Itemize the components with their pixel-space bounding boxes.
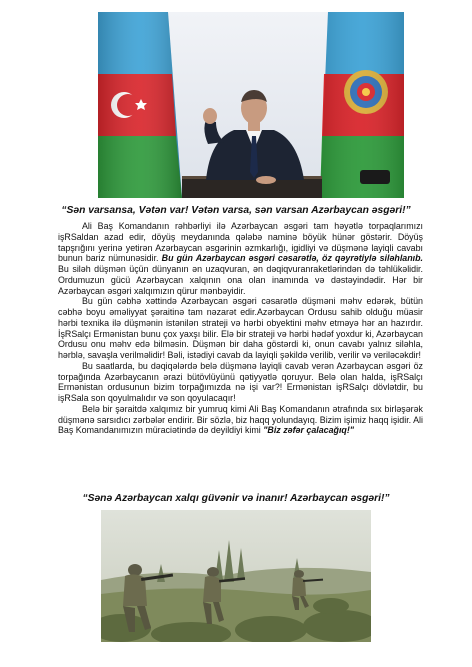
paragraph-3: Bu saatlarda, bu dəqiqələrdə belə düşmənə layiqli cavab verən Azərbaycan əsgəri öz torpağında Azərbaycanın ərazi bütövlüyünü qətiyyətlə qoruyur. Belə olan halda, işRSalçı Ermənistan ordusunun bizim torpağımızda nə işi var?! Ermənistan işRSalçı dövlətdir, bu işRSala son qoyulmalıdır və son qoyulacaqır! — [58, 360, 423, 403]
quote-caption-bottom: “Sənə Azərbaycan xalqı güvənir və inanır! Azərbaycan əsgəri!” — [82, 493, 390, 504]
president-address-photo — [98, 12, 404, 198]
paragraph-2: Bu gün cəbhə xəttində Azərbaycan əsgəri cəsarətlə düşməni məhv edərək, bütün cəbhə boyu əməliyyat şəraitinə tam nəzarət edir.Azərbaycan Ordusu sahib olduğu müasir hərbi texnika ilə düşmənin istənilən strateji və hərbi obyektini məhv etməyə hər an hazırdır. İşRSalçı Ermənistan bunu çox yaxşı bilir. Elə bir strateji və hərbi hədəf yoxdur ki, Azərbaycan Ordusu onu məhv edə bilməsin. Düşmən bir daha göstərdi ki, onun cavabı yalnız siləhla, hərblə, savaşla verilməlidir! Bəli, istədiyi cavab da layiqli şəkildə verilib, verilir və veriləcəkdir! — [58, 296, 423, 360]
soldiers-in-field-photo — [101, 510, 371, 642]
paragraph-1 — [58, 221, 423, 296]
paragraph-4-text: Belə bir şəraitdə xalqımız bir yumruq kimi Ali Baş Komandanın ətrafında sıx birləşərək düşmənə sarsıdıcı zərbələr endirir. Bir sözlə, biz haqq yolundayıq. Bizim işimiz haqq işidir. Ali Baş Komandanımızın müraciətində də deyildiyi kimi — [58, 403, 423, 436]
paragraph-1-emphasis: Bu gün Azərbaycan əsgəri cəsarətlə, öz qəyrətiylə siləhlanıb. — [161, 253, 423, 264]
azerbaijan-flag-right — [320, 12, 404, 198]
azerbaijan-flag-left — [98, 12, 182, 198]
article-body — [58, 221, 423, 436]
telephone-icon — [360, 170, 390, 184]
paragraph-4-quote: "Biz zəfər çalacağıq!" — [263, 425, 355, 436]
quote-caption-top: “Sən varsansa, Vətən var! Vətən varsa, sən varsan Azərbaycan əsgəri!” — [61, 205, 411, 216]
paragraph-1-text-2: Bu siləh düşmən üçün dünyanın ən uzaqvuran, ən dəqiqvuranraketlərindən də təhlükəlidir. Ordumuzun gücü Azərbaycan xalqının ona olan inamında və dəstəyindədir. Hər bir Azərbaycan əsgəri xalqımızın qürur mənbəyidir. — [58, 264, 423, 296]
paragraph-1-text: Ali Baş Komandanın rəhbərliyi ilə Azərbaycan əsgəri tam həyətlə torpaqlarımızı işRSaldan azad edir, döyüş meydanında qələbə naminə böyük hünər göstərir. Döyüş tapşrığını yerinə yetirən Azərbaycan əsgərinin əzmkarlığı, igidliyi və düşmənə layiqli cavabı bunun bariz nümunəsidir. — [58, 221, 423, 264]
paragraph-4 — [58, 404, 423, 436]
